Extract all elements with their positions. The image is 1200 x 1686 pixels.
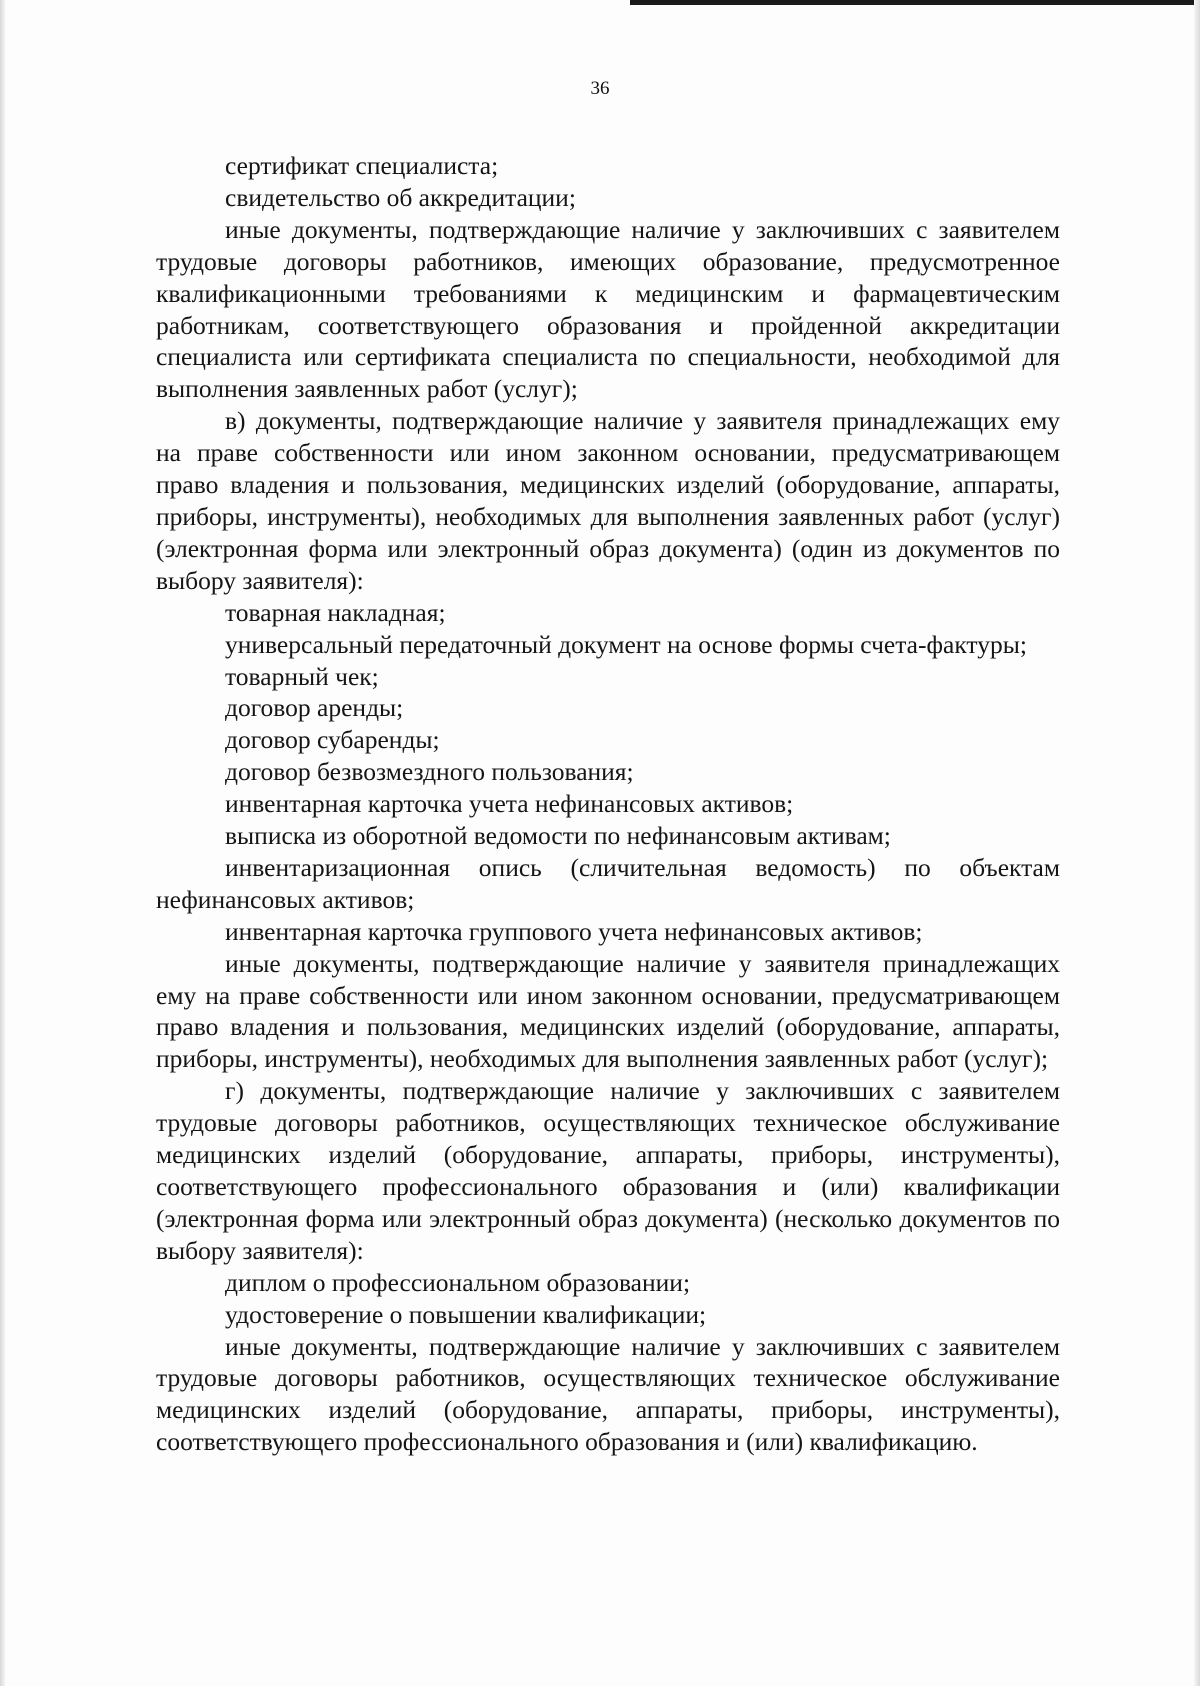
list-item-sales-receipt: товарный чек; [225, 661, 379, 691]
clause-v-medical-devices: в) документы, подтверждающие наличие у заявителя принадлежащих ему на праве собственности или ином законном основании, предусматривающем право владения и пользования, медицинских изделий (оборудование, аппараты, приборы, инструменты), необходимых для выполнения заявленных работ (услуг) (электронная форма или электронный образ документа) (один из документов по выбору заявителя): [156, 406, 1060, 595]
list-item-other-documents-technical: иные документы, подтверждающие наличие у заключивших с заявителем трудовые договоры работников, осуществляющих техническое обслуживание медицинских изделий (оборудование, аппараты, приборы, инструменты), соответствующего профессионального образования и (или) квалификацию. [156, 1331, 1060, 1457]
list-item-diploma: диплом о профессиональном образовании; [225, 1267, 691, 1297]
list-item-sublease-agreement: договор субаренды; [225, 725, 440, 755]
list-item-qualification-certificate: удостоверение о повышении квалификации; [225, 1299, 707, 1329]
page-number: 36 [590, 78, 610, 99]
list-item-inventory-list: инвентаризационная опись (сличительная ведомость) по объектам нефинансовых активов; [156, 852, 1060, 914]
document-body [156, 150, 1060, 1458]
clause-g-technical-staff: г) документы, подтверждающие наличие у заключивших с заявителем трудовые договоры работников, осуществляющих техническое обслуживание медицинских изделий (оборудование, аппараты, приборы, инструменты), соответствующего профессионального образования и (или) квалификации (электронная форма или электронный образ документа) (несколько документов по выбору заявителя): [156, 1076, 1060, 1265]
list-item-waybill: товарная накладная; [225, 597, 446, 627]
list-item-lease-agreement: договор аренды; [225, 693, 404, 723]
scan-right-edge [1194, 0, 1200, 1686]
list-item-universal-transfer-document: универсальный передаточный документ на основе формы счета-фактуры; [225, 629, 1027, 659]
list-item-other-documents-devices: иные документы, подтверждающие наличие у заявителя принадлежащих ему на праве собственности или ином законном основании, предусматривающем право владения и пользования, медицинских изделий (оборудование, аппараты, приборы, инструменты), необходимых для выполнения заявленных работ (услуг); [156, 948, 1060, 1074]
list-item-accreditation-certificate: свидетельство об аккредитации; [225, 182, 576, 212]
list-item-free-use-agreement: договор безвозмездного пользования; [225, 757, 634, 787]
list-item-turnover-statement: выписка из оборотной ведомости по нефинансовым активам; [225, 821, 891, 851]
list-item-group-inventory-card: инвентарная карточка группового учета нефинансовых активов; [225, 916, 923, 946]
scan-top-edge [630, 0, 1200, 5]
list-item-inventory-card: инвентарная карточка учета нефинансовых активов; [225, 789, 794, 819]
list-item-specialist-certificate: сертификат специалиста; [225, 151, 499, 180]
list-item-other-documents-staff: иные документы, подтверждающие наличие у заключивших с заявителем трудовые договоры работников, имеющих образование, предусмотренное квалификационными требованиями к медицинским и фармацевтическим работникам, соответствующего образования и пройденной аккредитации специалиста или сертификата специалиста по специальности, необходимой для выполнения заявленных работ (услуг); [156, 214, 1060, 404]
scan-left-edge [0, 0, 5, 1686]
